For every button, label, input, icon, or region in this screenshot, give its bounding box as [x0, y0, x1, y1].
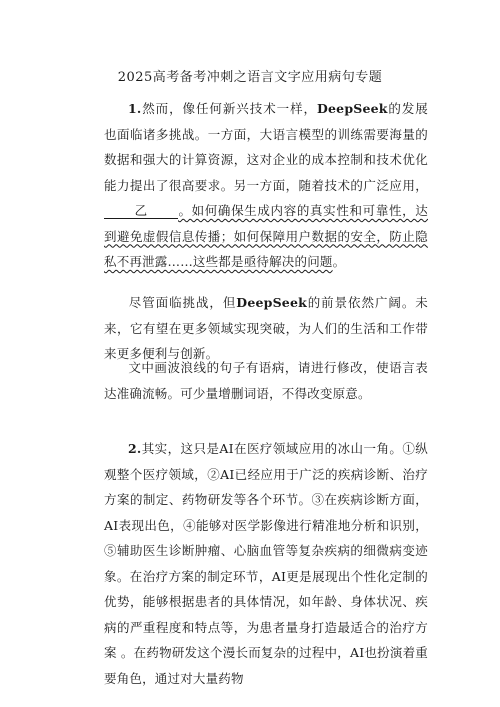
question-1-instruction — [104, 355, 428, 406]
q2-text: 其实，这只是AI在医疗领域应用的冰山一角。①纵观整个医疗领域，②AI已经应用于广泛的疾病诊断、治疗方案的制定、药物研发等各个环节。③在疾病诊断方面，AI表现出色，④能够对医学影像进行精准地分析和识别，⑤辅助医生诊断肿瘤、心脑血管等复杂疾病的细微病变迹象。在治疗方案的制定环节，AI更是展现出个性化定制的优势，能够根据患者的具体情况，如年龄、身体状况、疾病的严重程度和特点等，为患者量身打造最适合的治疗方案 。在药物研发这个漫长而复杂的过程中，AI也扮演着重要角色，通过对大量药物 — [104, 441, 428, 686]
q1-para2-b: 的前景依然广阔。未来，它有望在更多领域实现突破，为人们的生活和工作带来更多便利与创新。 — [104, 295, 428, 361]
q1-para2-brand: DeepSeek — [236, 295, 307, 310]
document-title: 2025高考备考冲刺之语言文字应用病句专题 — [117, 70, 383, 85]
q1-para2-a: 尽管面临挑战，但 — [128, 295, 237, 310]
q1-end: 。 — [332, 254, 346, 269]
question-1-passage — [104, 96, 428, 275]
question-2-passage — [104, 436, 428, 691]
answer-blank-yi: 乙 — [104, 204, 178, 219]
wavy-underlined-sentence: 。如何确保生成内容的真实性和可靠性，达到避免虚假信息传播；如何保障用户数据的安全，防止隐私不再泄露……这些都是亟待解决的问题 — [104, 203, 428, 269]
q1-lead: 然而，像任何新兴技术一样， — [141, 101, 317, 116]
q1-instruction-text: 文中画波浪线的句子有语病，请进行修改，使语言表达准确流畅。可少量增删词语，不得改变原意。 — [104, 360, 428, 401]
question-1-number: 1. — [128, 101, 142, 116]
question-2-number: 2. — [128, 441, 142, 456]
q1-text-a: 的发展也面临诸多挑战。一方面，大语言模型的训练需要海量的数据和强大的计算资源，这对企业的成本控制和技术优化能力提出了很高要求。另一方面，随着技术的广泛应用， — [104, 101, 428, 193]
q1-brand: DeepSeek — [316, 101, 388, 116]
